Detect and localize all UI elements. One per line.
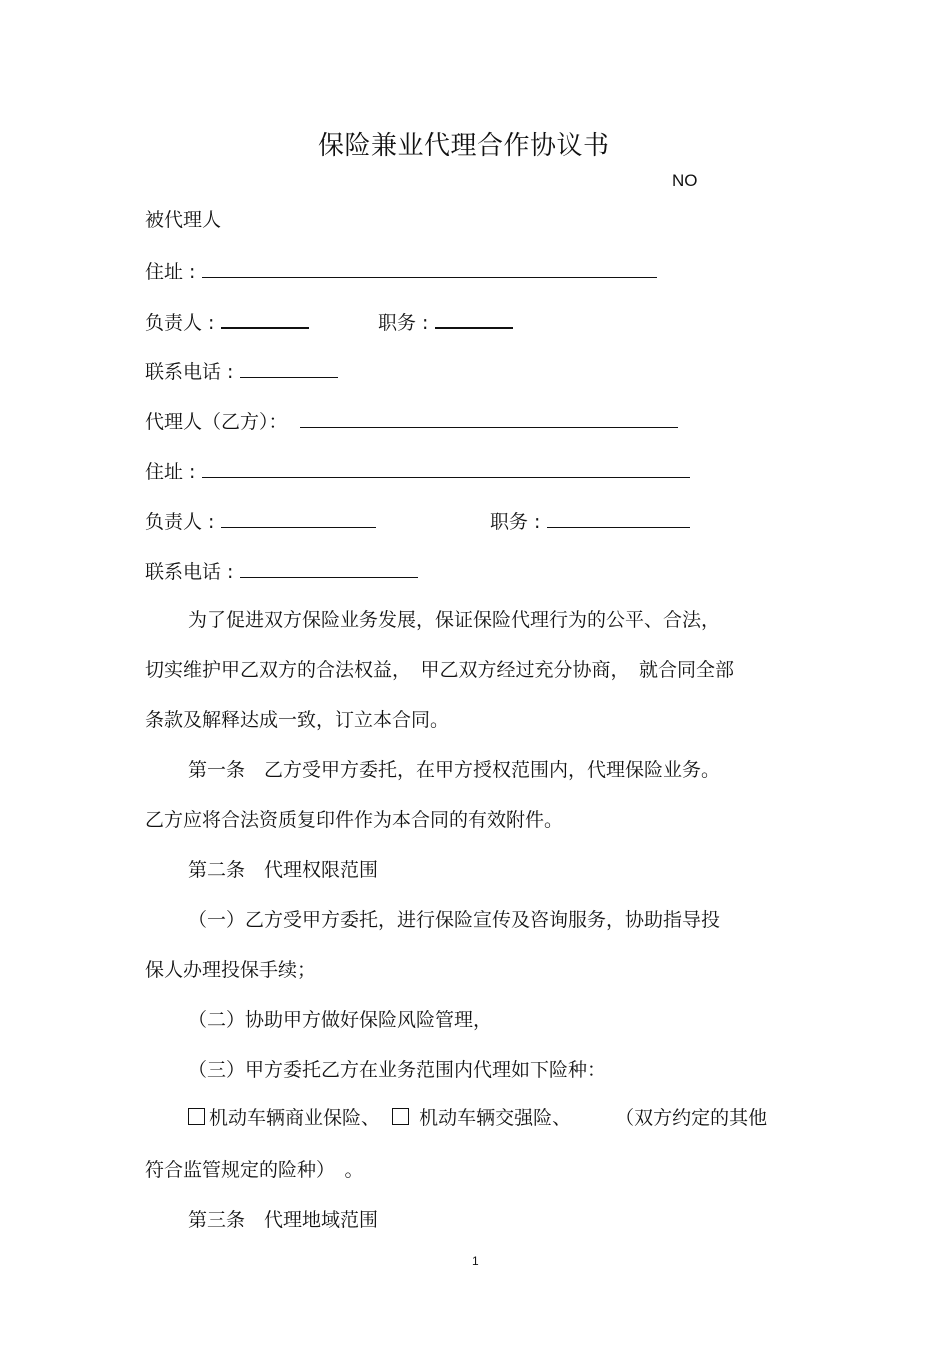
agent-header-row <box>145 405 678 434</box>
agent-header: 代理人（乙方）： <box>145 411 288 433</box>
option-1-checkbox[interactable] <box>188 1108 205 1125</box>
option-2-checkbox[interactable] <box>392 1108 409 1125</box>
intro-paragraph-line-2: 切实维护甲乙双方的合法权益， 甲乙双方经过充分协商， 就合同全部 <box>145 659 735 681</box>
option-2-label: 机动车辆交强险、 <box>419 1107 572 1129</box>
agent-person-row <box>145 505 376 534</box>
agent-position-field[interactable] <box>547 505 690 528</box>
article-1-line-1: 第一条 乙方受甲方委托，在甲方授权范围内，代理保险业务。 <box>188 759 721 781</box>
intro-paragraph-line-1: 为了促进双方保险业务发展，保证保险代理行为的公平、合法， <box>188 609 721 631</box>
principal-person-row <box>145 305 309 335</box>
agent-position-label: 职务 : <box>490 511 541 533</box>
agent-address-label: 住址 : <box>145 461 196 483</box>
agent-phone-field[interactable] <box>240 555 418 578</box>
agent-phone-label: 联系电话 : <box>145 561 234 583</box>
article-2-item-3: （三）甲方委托乙方在业务范围内代理如下险种： <box>188 1059 607 1081</box>
principal-person-label: 负责人 : <box>145 312 215 334</box>
option-1-label: 机动车辆商业保险、 <box>209 1107 381 1129</box>
article-2-item-2: （二）协助甲方做好保险风险管理， <box>188 1009 493 1031</box>
option-3-label: （双方约定的其他 <box>615 1107 768 1129</box>
agent-address-field[interactable] <box>202 455 690 478</box>
principal-position-field[interactable] <box>435 305 513 329</box>
principal-address-row <box>145 255 657 284</box>
agent-position-row <box>490 505 690 534</box>
article-3-heading: 第三条 代理地域范围 <box>188 1209 379 1231</box>
article-2-item-1-line-2: 保人办理投保手续； <box>145 959 317 981</box>
principal-phone-label: 联系电话 : <box>145 361 234 383</box>
article-2-heading: 第二条 代理权限范围 <box>188 859 379 881</box>
article-1-line-2: 乙方应将合法资质复印件作为本合同的有效附件。 <box>145 809 564 831</box>
principal-address-label: 住址 : <box>145 261 196 283</box>
principal-position-label: 职务 : <box>378 312 429 334</box>
insurance-options-continuation: 符合监管规定的险种） 。 <box>145 1159 364 1181</box>
insurance-options-row <box>188 1103 767 1130</box>
intro-paragraph-line-3: 条款及解释达成一致，订立本合同。 <box>145 709 450 731</box>
principal-position-row <box>378 305 513 335</box>
principal-phone-field[interactable] <box>240 355 338 378</box>
page-number: 1 <box>472 1254 479 1268</box>
agent-person-field[interactable] <box>221 505 376 528</box>
principal-address-field[interactable] <box>202 255 657 278</box>
agent-address-row <box>145 455 690 484</box>
principal-person-field[interactable] <box>221 305 309 329</box>
agent-phone-row <box>145 555 418 584</box>
document-number-label: NO <box>672 171 698 190</box>
principal-header: 被代理人 <box>145 209 222 231</box>
document-title: 保险兼业代理合作协议书 <box>318 131 610 161</box>
article-2-item-1-line-1: （一）乙方受甲方委托，进行保险宣传及咨询服务，协助指导投 <box>188 909 721 931</box>
principal-phone-row <box>145 355 338 384</box>
agent-person-label: 负责人 : <box>145 511 215 533</box>
agent-name-field[interactable] <box>300 405 678 428</box>
